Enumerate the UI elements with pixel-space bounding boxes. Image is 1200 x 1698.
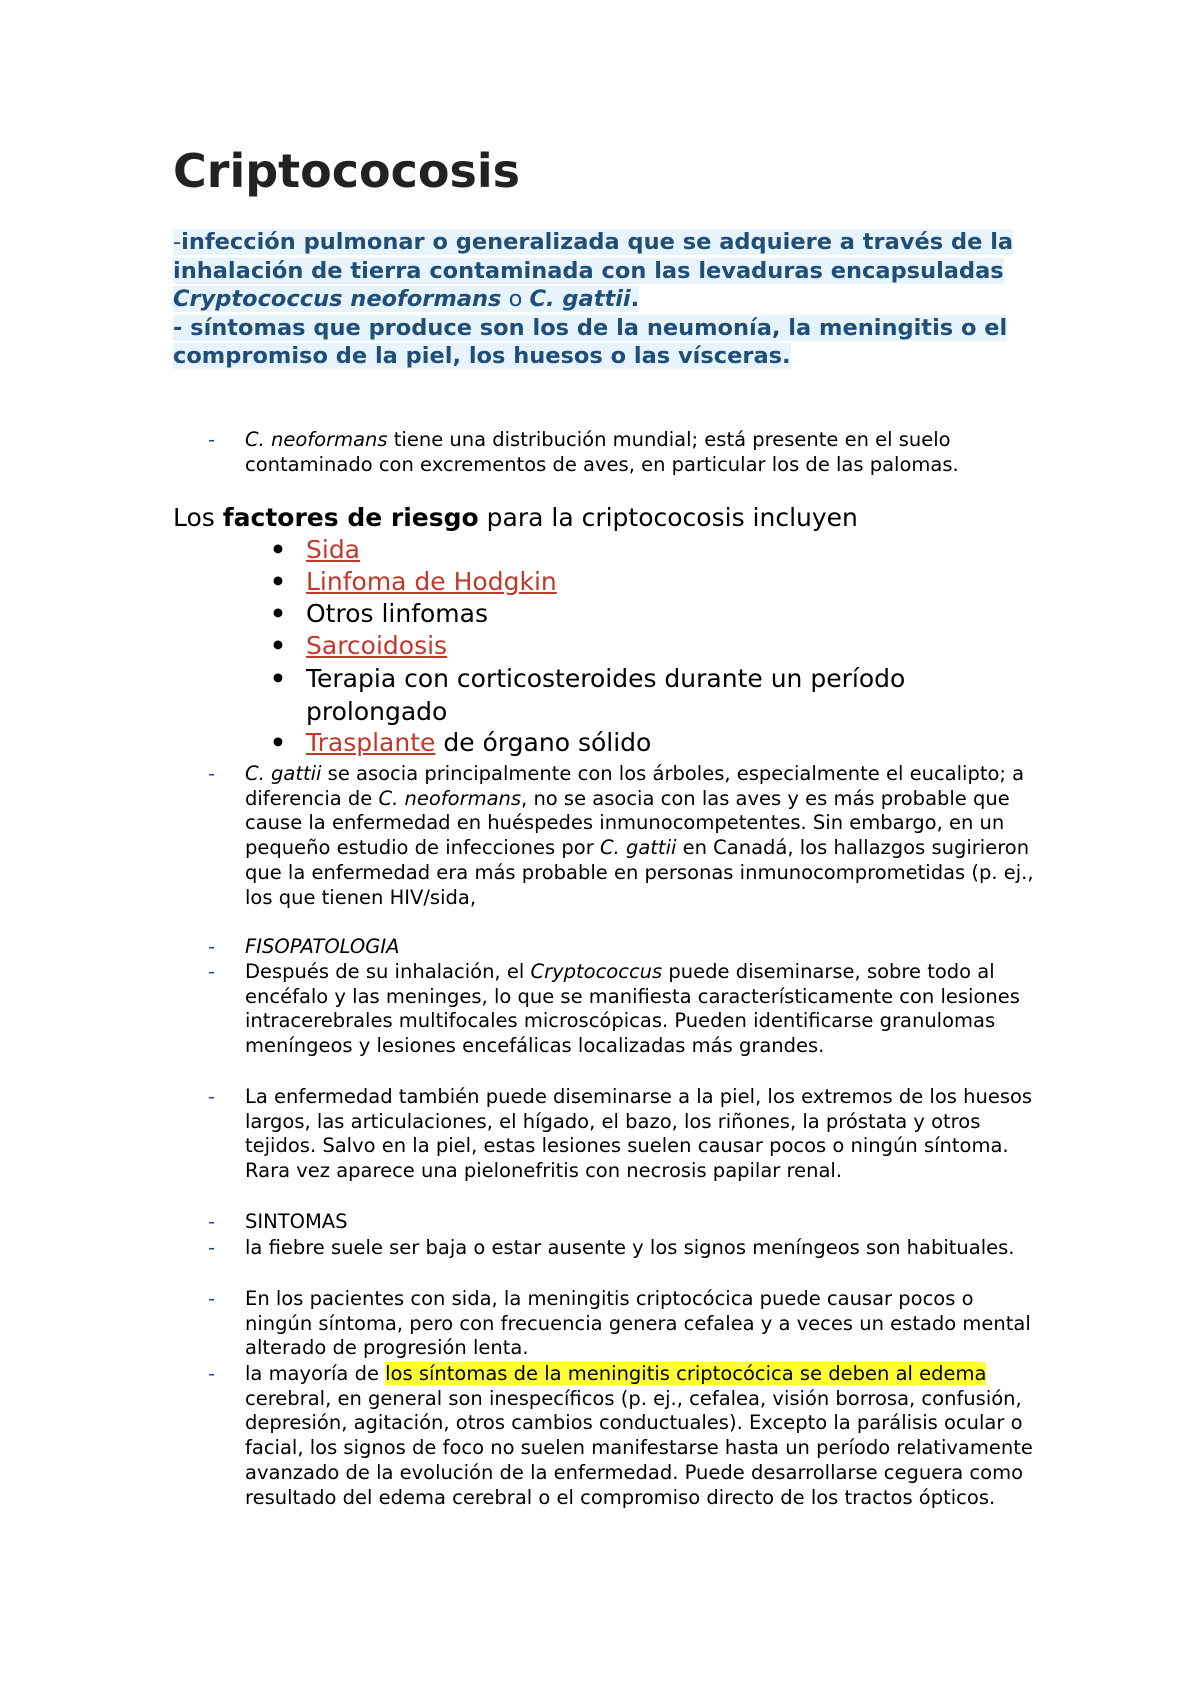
trasplante-link[interactable]: Trasplante xyxy=(306,728,436,757)
risk-item-hodgkin: • Linfoma de Hodgkin xyxy=(270,567,557,596)
list-item-diseminacion: - La enfermedad también puede diseminarse a la piel, los extremos de los huesos largos, las articulaciones, el hígado, el bazo, los riñones, la próstata y otros tejidos. Salvo en la piel, estas lesiones suelen causar pocos o ningún síntoma. Rara vez aparece una pielonefritis con necrosis papilar renal. xyxy=(208,1085,1033,1183)
risk-factors-heading: Los factores de riesgo para la criptococosis incluyen xyxy=(173,503,858,532)
dash-bullet: - xyxy=(208,1236,216,1259)
list-item-inhalacion: - Después de su inhalación, el Cryptococcus puede diseminarse, sobre todo al encéfalo y las meninges, lo que se manifiesta característicamente con lesiones intracerebrales multifocales microscópicas. Pueden identificarse granulomas meníngeos y lesiones encefálicas localizadas más grandes. xyxy=(208,960,1020,1058)
list-item-sida-meningitis: - En los pacientes con sida, la meningitis criptocócica puede causar pocos o ningún síntoma, pero con frecuencia genera cefalea y a veces un estado mental alterado de progresión lenta. xyxy=(208,1287,1031,1360)
dash-bullet: - xyxy=(208,1287,216,1310)
sarcoidosis-link[interactable]: Sarcoidosis xyxy=(306,631,448,660)
dash-bullet: - xyxy=(208,762,216,785)
list-item-gattii: - C. gattii se asocia principalmente con los árboles, especialmente el eucalipto; a diferencia de C. neoformans, no se asocia con las aves y es más probable que cause la enfermedad en huéspedes inmunocompetentes. Sin embargo, en un pequeño estudio de infecciones por C. gattii en Canadá, los hallazgos sugirieron que la enfermedad era más probable en personas inmunocomprometidas (p. ej., los que tienen HIV/sida, xyxy=(208,762,1034,909)
risk-item-sida: • Sida xyxy=(270,535,361,564)
dash-bullet: - xyxy=(208,1210,216,1233)
list-item-fisopatologia: - FISOPATOLOGIA xyxy=(208,935,400,958)
dash-bullet: - xyxy=(208,1085,216,1108)
risk-item-sarcoidosis: • Sarcoidosis xyxy=(270,631,448,660)
list-item-sintomas: - SINTOMAS xyxy=(208,1210,348,1233)
risk-item-corticosteroides: • Terapia con corticosteroides durante un período prolongado xyxy=(270,664,906,726)
dash-bullet: - xyxy=(208,428,216,451)
dash-bullet: - xyxy=(208,935,216,958)
dash-bullet: - xyxy=(208,960,216,983)
sida-link[interactable]: Sida xyxy=(306,535,361,564)
list-item-fiebre: - la fiebre suele ser baja o estar ausente y los signos meníngeos son habituales. xyxy=(208,1236,1015,1259)
intro-summary: -infección pulmonar o generalizada que se adquiere a través de la inhalación de tierra contaminada con las levaduras encapsuladas Cryptococcus neoformans o C. gattii. - síntomas que produce son los de la neumonía, la meningitis o el compromiso de la piel, los huesos o las vísceras. xyxy=(173,229,1014,369)
dash-bullet: - xyxy=(208,1362,216,1385)
list-item-neoformans: - C. neoformans tiene una distribución mundial; está presente en el suelo contaminado con excrementos de aves, en particular los de las palomas. xyxy=(208,428,959,476)
page-title: Criptococosis xyxy=(173,144,520,198)
linfoma-hodgkin-link[interactable]: Linfoma de Hodgkin xyxy=(306,567,557,596)
list-item-mayoria: - la mayoría de los síntomas de la meningitis criptocócica se deben al edema cerebral, en general son inespecíficos (p. ej., cefalea, visión borrosa, confusión, depresión, agitación, otros cambios conductuales). Excepto la parálisis ocular o facial, los signos de foco no suelen manifestarse hasta un período relativamente avanzado de la evolución de la enfermedad. Puede desarrollarse ceguera como resultado del edema cerebral o el compromiso directo de los tractos ópticos. xyxy=(208,1362,1033,1509)
highlighted-text: los síntomas de la meningitis criptocócica se deben al edema xyxy=(385,1362,987,1385)
risk-item-otros-linfomas: • Otros linfomas xyxy=(270,599,489,628)
risk-item-trasplante: • Trasplante de órgano sólido xyxy=(270,728,652,757)
